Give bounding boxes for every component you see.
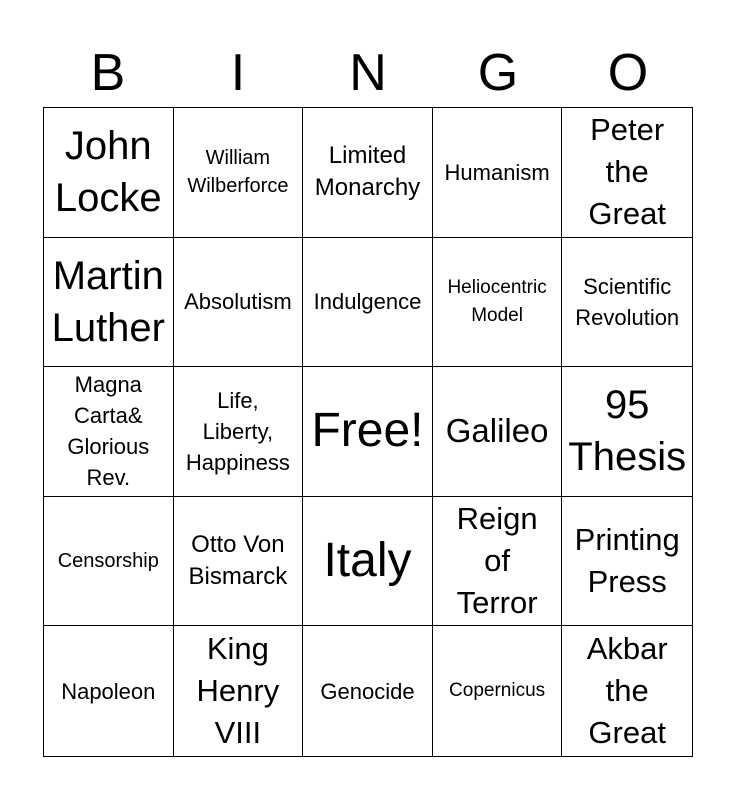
header-letter-n: N [349,44,387,102]
cell-label: Indulgence [313,289,422,315]
cell-label: Scientific Revolution [575,273,680,330]
bingo-board [43,107,693,757]
bingo-cell-r3c2[interactable] [174,367,304,497]
cell-label: Italy [323,534,412,588]
cell-label: King Henry VIII [196,631,280,751]
bingo-cell-r3c3-free[interactable] [303,367,433,497]
bingo-cell-r1c2[interactable] [174,108,304,238]
bingo-cell-r1c5[interactable] [562,108,692,238]
cell-label: William Wilberforce [187,147,289,198]
header-letter-i: I [230,44,246,102]
bingo-cell-r3c4[interactable] [433,367,563,497]
cell-label: Genocide [320,678,415,704]
free-space-label: Free! [311,404,424,458]
cell-label: Printing Press [574,522,680,600]
bingo-cell-r4c5[interactable] [562,497,692,627]
cell-label: 95 Thesis [568,383,687,480]
bingo-cell-r4c4[interactable] [433,497,563,627]
bingo-cell-r3c5[interactable] [562,367,692,497]
cell-label: Reign of Terror [456,501,538,621]
cell-label: Napoleon [61,678,156,704]
bingo-cell-r5c3[interactable] [303,626,433,756]
bingo-header [43,40,693,106]
bingo-cell-r2c1[interactable] [44,238,174,368]
bingo-cell-r4c3[interactable] [303,497,433,627]
bingo-cell-r5c2[interactable] [174,626,304,756]
cell-label: Galileo [445,412,549,450]
bingo-cell-r5c4[interactable] [433,626,563,756]
bingo-cell-r2c4[interactable] [433,238,563,368]
bingo-cell-r1c1[interactable] [44,108,174,238]
cell-label: Limited Monarchy [314,142,421,202]
header-letter-g: G [477,44,519,102]
bingo-cell-r3c1[interactable] [44,367,174,497]
cell-label: Martin Luther [51,253,165,350]
bingo-cell-r2c3[interactable] [303,238,433,368]
bingo-cell-r5c5[interactable] [562,626,692,756]
cell-label: Absolutism [184,289,292,315]
cell-label: Life, Liberty, Happiness [185,387,290,475]
bingo-cell-r1c4[interactable] [433,108,563,238]
cell-label: Heliocentric Model [447,276,547,326]
cell-label: John Locke [54,124,162,221]
bingo-cell-r1c3[interactable] [303,108,433,238]
cell-label: Copernicus [449,680,546,702]
bingo-cell-r4c2[interactable] [174,497,304,627]
cell-label: Akbar the Great [586,631,668,751]
header-letter-b: B [90,44,126,102]
cell-label: Peter the Great [588,112,666,232]
bingo-cell-r2c5[interactable] [562,238,692,368]
bingo-cell-r5c1[interactable] [44,626,174,756]
bingo-cell-r4c1[interactable] [44,497,174,627]
cell-label: Censorship [57,550,159,573]
cell-label: Otto Von Bismarck [188,531,288,591]
bingo-cell-r2c2[interactable] [174,238,304,368]
header-letter-o: O [607,44,649,102]
cell-label: Humanism [444,159,550,185]
cell-label: Magna Carta& Glorious Rev. [67,372,150,491]
